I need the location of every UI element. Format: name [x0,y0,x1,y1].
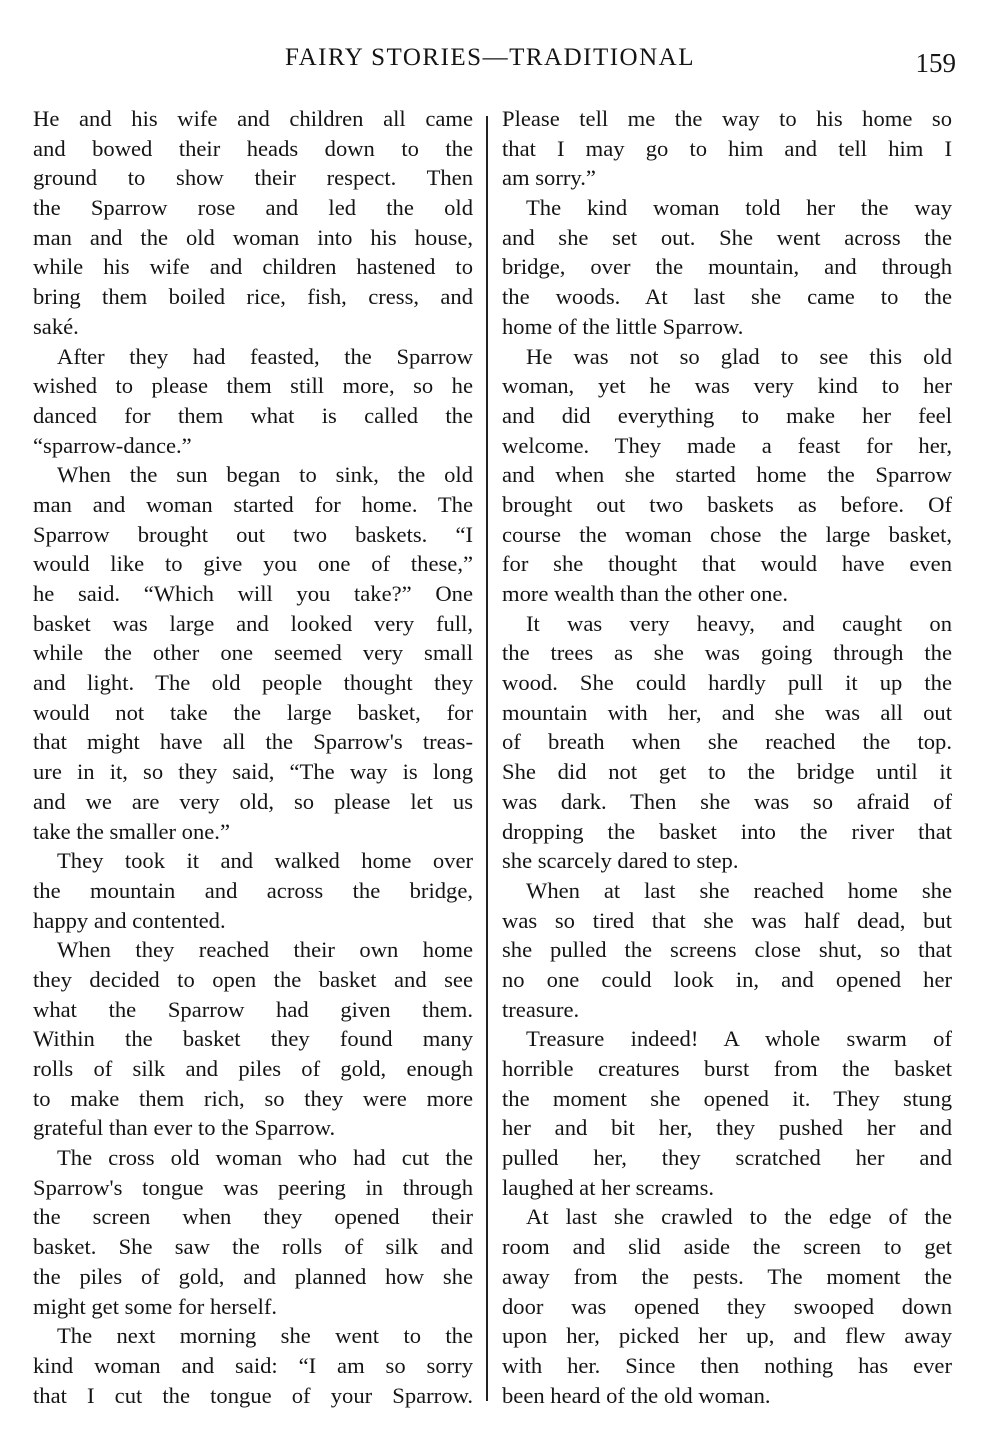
text-line: grateful than ever to the Sparrow. [33,1115,336,1141]
text-line: her and bit her, they pushed her and [502,1115,952,1141]
text-line: kind woman and said: “I am so sorry [33,1352,473,1378]
text-line: When at last she reached home she [526,877,952,903]
text-line: horrible creatures burst from the basket [502,1056,952,1081]
text-line: ure in it, so they said, “The way is long [33,759,473,785]
text-line: welcome. They made a feast for her, [502,432,952,458]
text-line: wood. She could hardly pull it up the [502,670,952,696]
text-line: upon her, picked her up, and flew away [502,1323,952,1349]
text-line: to make them rich, so they were more [33,1085,473,1111]
text-line: At last she crawled to the edge of the [526,1204,952,1230]
text-line: treasure. [502,996,580,1022]
text-line: bridge, over the mountain, and through [502,254,952,280]
text-line: away from the pests. The moment the [502,1263,952,1289]
text-line: and when she started home the Sparrow [502,462,952,488]
text-line: After they had feasted, the Sparrow [57,343,473,369]
text-line: might get some for herself. [33,1293,278,1319]
text-line: happy and contented. [33,907,226,933]
page-header [0,44,1000,84]
text-line: and light. The old people thought they [33,670,473,696]
text-line: When they reached their own home [57,937,473,963]
page-number: 159 [915,48,956,78]
text-line: and bowed their heads down to the [33,135,473,161]
text-line: door was opened they swooped down [502,1293,952,1319]
text-line: what the Sparrow had given them. [33,996,473,1022]
text-line: they decided to open the basket and see [33,966,473,992]
text-line: that might have all the Sparrow's treas- [33,729,473,755]
text-line: the screen when they opened their [33,1204,473,1230]
text-line: The cross old woman who had cut the [57,1145,473,1171]
text-line: basket was large and looked very full, [33,610,473,636]
text-line: They took it and walked home over [57,848,473,874]
text-line: The next morning she went to the [57,1323,473,1349]
text-line: while the other one seemed very small [33,640,473,666]
text-line: while his wife and children hastened to [33,254,473,280]
running-title: FAIRY STORIES—TRADITIONAL [285,44,695,71]
text-line: He and his wife and children all came [33,106,473,131]
text-line: basket. She saw the rolls of silk and [33,1234,473,1260]
text-line: home of the little Sparrow. [502,313,744,339]
text-line: He was not so glad to see this old [526,343,952,369]
text-line: more wealth than the other one. [502,581,789,606]
text-line: bring them boiled rice, fish, cress, and [33,284,473,310]
text-line: ground to show their respect. Then [33,165,473,191]
text-line: the mountain and across the bridge, [33,877,473,903]
text-line: room and slid aside the screen to get [502,1234,952,1260]
text-line: no one could look in, and opened her [502,966,952,992]
text-line: was so tired that she was half dead, but [502,907,952,933]
text-line: and she set out. She went across the [502,224,952,250]
text-line: the trees as she was going through the [502,640,952,666]
text-line: that I cut the tongue of your Sparrow. [33,1382,473,1408]
text-line: Within the basket they found many [33,1026,473,1052]
text-line: wished to please them still more, so he [33,373,473,399]
text-line: and did everything to make her feel [502,402,952,428]
text-line: she scarcely dared to step. [502,848,739,874]
text-line: dropping the basket into the river that [502,818,952,844]
column-divider [486,116,488,1401]
text-line: woman, yet he was very kind to her [502,373,952,399]
text-line: The kind woman told her the way [526,195,952,221]
text-line: laughed at her screams. [502,1174,715,1200]
text-line: with her. Since then nothing has ever [502,1352,952,1378]
text-line: that I may go to him and tell him I [502,135,952,161]
text-line: would not take the large basket, for [33,699,473,725]
left-column [33,104,473,1410]
text-line: saké. [33,313,79,339]
text-line: she pulled the screens close shut, so that [502,937,952,963]
text-line: It was very heavy, and caught on [526,610,952,636]
text-line: rolls of silk and piles of gold, enough [33,1056,473,1081]
text-line: brought out two baskets as before. Of [502,491,952,517]
text-line: for she thought that would have even [502,551,952,577]
text-line: man and the old woman into his house, [33,224,473,250]
text-line: “sparrow-dance.” [33,432,192,458]
text-line: Please tell me the way to his home so [502,106,952,131]
text-line: was dark. Then she was so afraid of [502,788,952,814]
text-line: mountain with her, and she was all out [502,699,952,725]
text-line: Sparrow's tongue was peering in through [33,1174,473,1200]
text-line: Treasure indeed! A whole swarm of [526,1026,952,1052]
right-column [502,104,952,1410]
text-line: course the woman chose the large basket, [502,521,952,547]
text-line: am sorry.” [502,165,596,191]
text-line: the Sparrow rose and led the old [33,195,473,221]
text-line: of breath when she reached the top. [502,729,952,755]
text-line: Sparrow brought out two baskets. “I [33,521,473,547]
text-line: When the sun began to sink, the old [57,462,473,488]
text-line: he said. “Which will you take?” One [33,581,473,606]
text-line: would like to give you one of these,” [33,551,473,577]
text-line: the piles of gold, and planned how she [33,1263,473,1289]
text-line: take the smaller one.” [33,818,230,844]
text-line: the moment she opened it. They stung [502,1085,952,1111]
text-line: pulled her, they scratched her and [502,1145,952,1171]
text-line: the woods. At last she came to the [502,284,952,310]
text-line: danced for them what is called the [33,402,473,428]
text-line: been heard of the old woman. [502,1382,771,1408]
text-line: man and woman started for home. The [33,491,473,517]
text-line: and we are very old, so please let us [33,788,473,814]
text-line: She did not get to the bridge until it [502,759,952,785]
